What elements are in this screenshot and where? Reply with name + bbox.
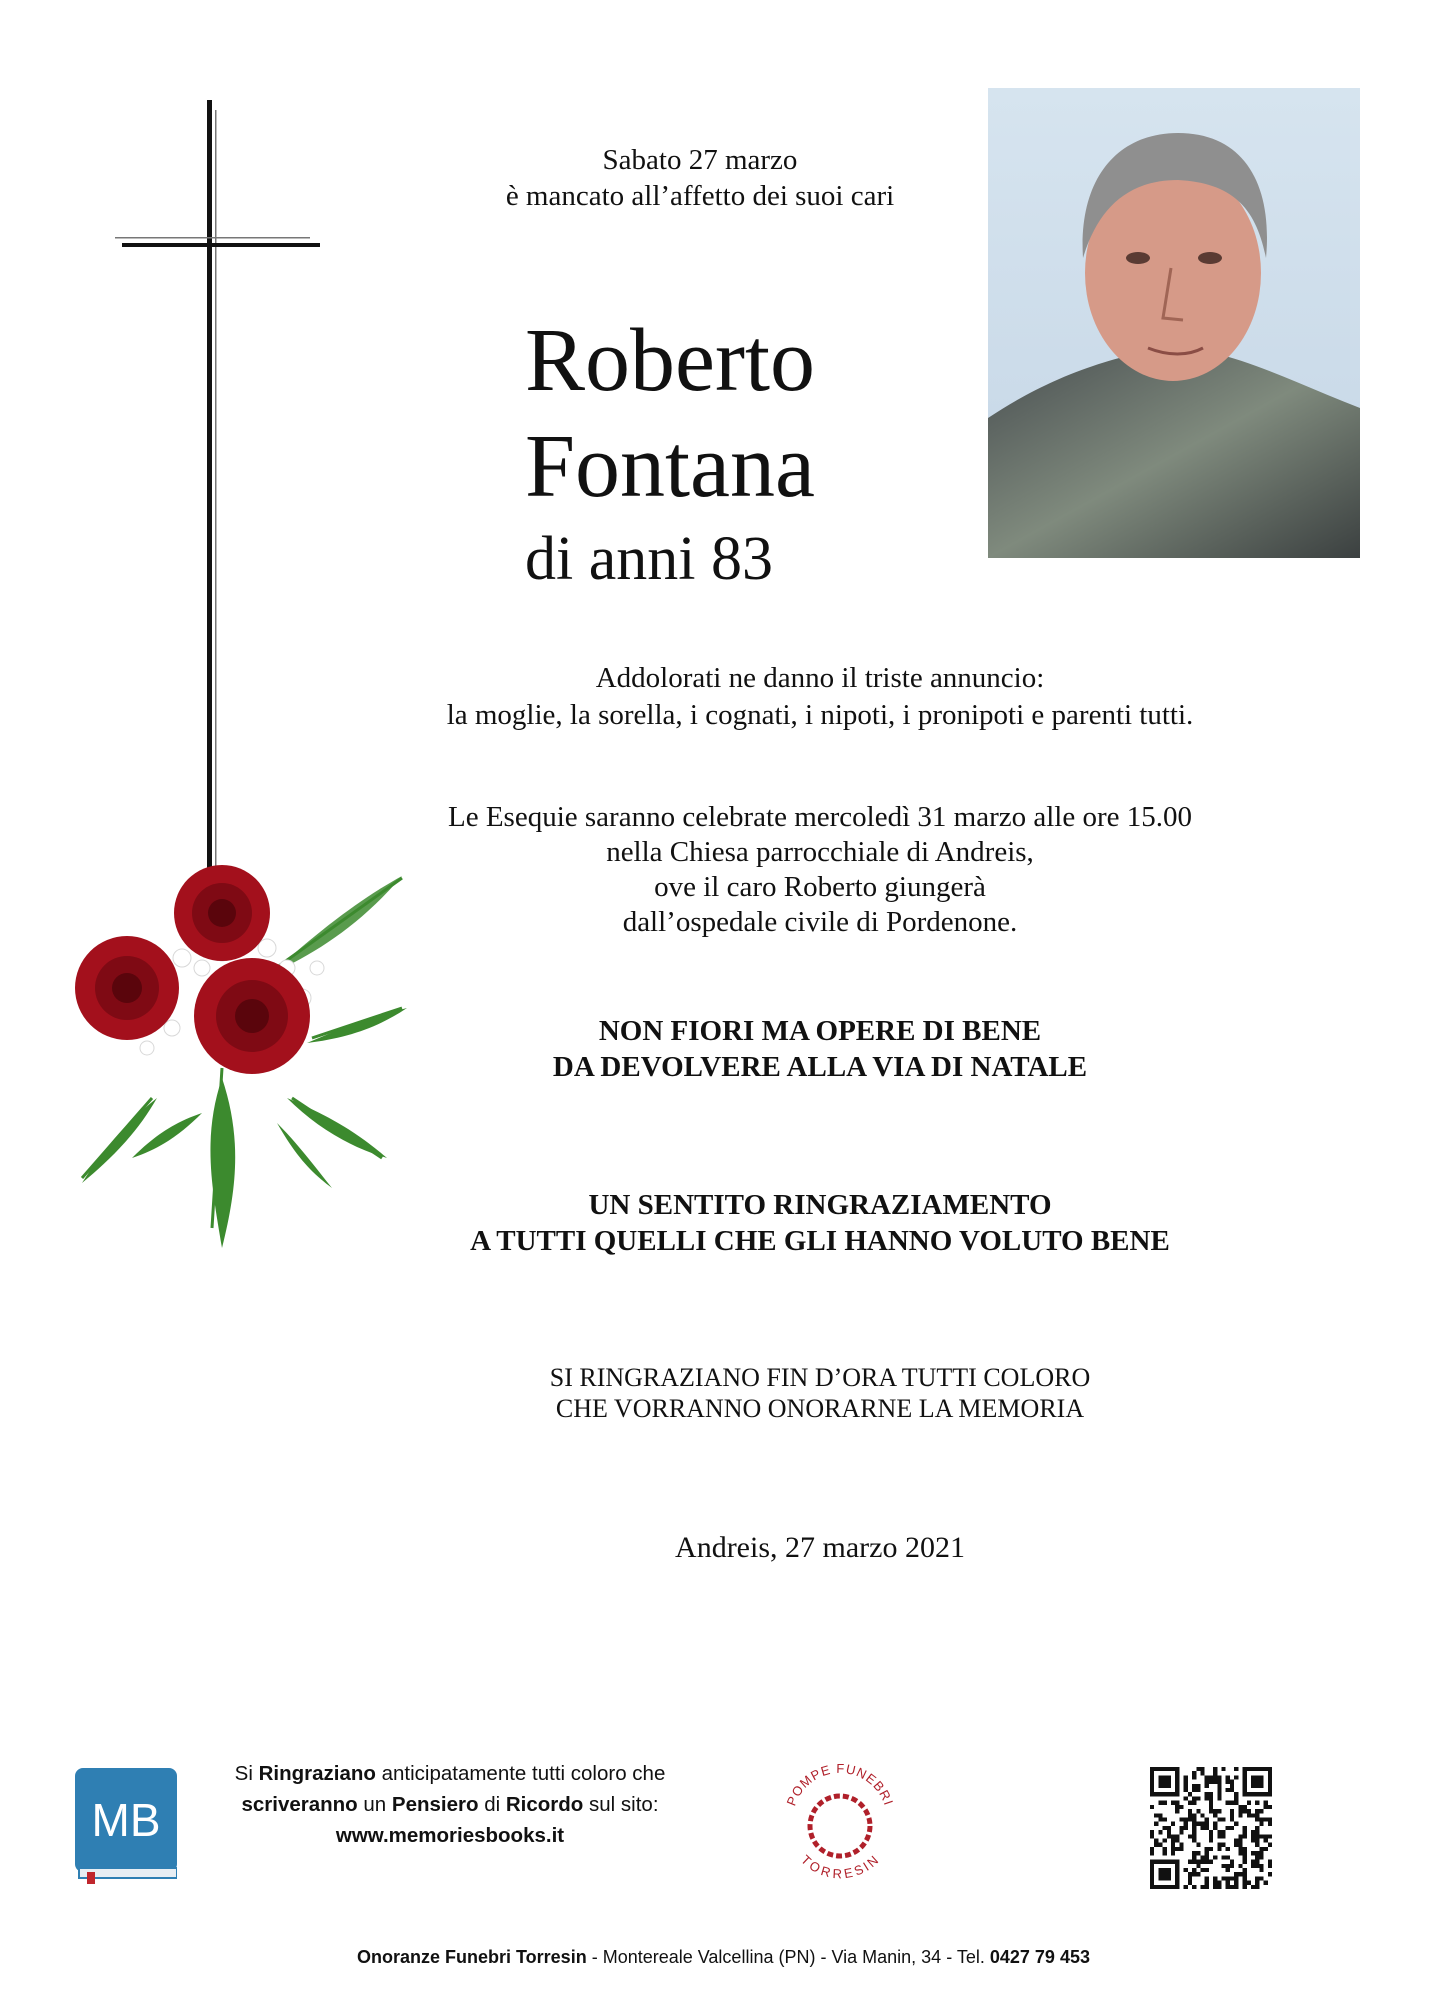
intro-statement: è mancato all’affetto dei suoi cari [505,180,895,212]
funeral-line4: dall’ospedale civile di Pordenone. [622,906,1018,938]
no-flowers-line2: DA DEVOLVERE ALLA VIA DI NATALE [552,1051,1088,1083]
mb-line2-mid2: di [478,1793,506,1816]
qr-code-icon[interactable] [1150,1767,1272,1889]
pf-logo-bottom-text: TORRESIN [798,1852,882,1882]
no-flowers-line1: NON FIORI MA OPERE DI BENE [598,1015,1042,1047]
portrait-photo [988,88,1360,558]
mb-line1-bold: Ringraziano [258,1762,376,1785]
funeral-line2: nella Chiesa parrocchiale di Andreis, [606,836,1034,868]
company-phone: 0427 79 453 [989,1947,1090,1967]
memoriesbooks-message [205,1758,695,1851]
deceased-first-name: Roberto [525,311,815,410]
mb-line2-post: sul sito: [583,1793,659,1816]
thanks-line1: UN SENTITO RINGRAZIAMENTO [588,1189,1052,1221]
intro-date: Sabato 27 marzo [602,144,798,176]
thanks-notice [370,1187,1270,1259]
mb-line2-bold3: Ricordo [505,1793,584,1816]
memoriesbooks-logo [75,1768,177,1884]
memory-line1: SI RINGRAZIANO FIN D’ORA TUTTI COLORO [549,1363,1091,1392]
mb-url-text[interactable]: www.memoriesbooks.it [335,1824,565,1847]
thanks-line2: A TUTTI QUELLI CHE GLI HANNO VOLUTO BENE [470,1225,1170,1257]
cross-icon [110,100,325,880]
mb-line2-mid1: un [357,1793,392,1816]
announcement [370,660,1270,734]
no-flowers-notice [370,1013,1270,1085]
mb-line1 [205,1758,695,1789]
place-date: Andreis, 27 marzo 2021 [675,1531,965,1564]
mb-line2-bold2: Pensiero [391,1793,479,1816]
announcement-line2: la moglie, la sorella, i cognati, i nipoti, i pronipoti e parenti tutti. [446,699,1194,731]
funeral-line3: ove il caro Roberto giungerà [654,871,986,903]
mb-url[interactable] [205,1820,695,1851]
memory-line2: CHE VORRANNO ONORARNE LA MEMORIA [555,1394,1085,1423]
rose-bouquet-icon [62,858,412,1258]
funeral-line1: Le Esequie saranno celebrate mercoledì 31 marzo alle ore 15.00 [448,801,1192,833]
memory-notice [370,1362,1270,1424]
company-line [0,1945,1447,1969]
deceased-last-name: Fontana [525,417,815,516]
announcement-line1: Addolorati ne danno il triste annuncio: [595,662,1045,694]
mb-line2 [205,1789,695,1820]
mb-logo-text: MB [91,1794,161,1846]
pompe-funebri-logo [775,1748,905,1888]
company-name: Onoranze Funebri Torresin [357,1947,587,1967]
mb-line1-pre: Si [234,1762,259,1785]
mb-line1-post: anticipatamente tutti coloro che [375,1762,666,1785]
deceased-name [525,308,815,520]
company-address: - Montereale Valcellina (PN) - Via Manin, 34 - Tel. [586,1947,990,1967]
deceased-age: di anni 83 [525,525,773,593]
mb-line2-bold1: scriveranno [241,1793,358,1816]
pf-logo-top-text: POMPE FUNEBRI [783,1760,897,1808]
intro-text [440,142,960,214]
funeral-details [370,800,1270,940]
